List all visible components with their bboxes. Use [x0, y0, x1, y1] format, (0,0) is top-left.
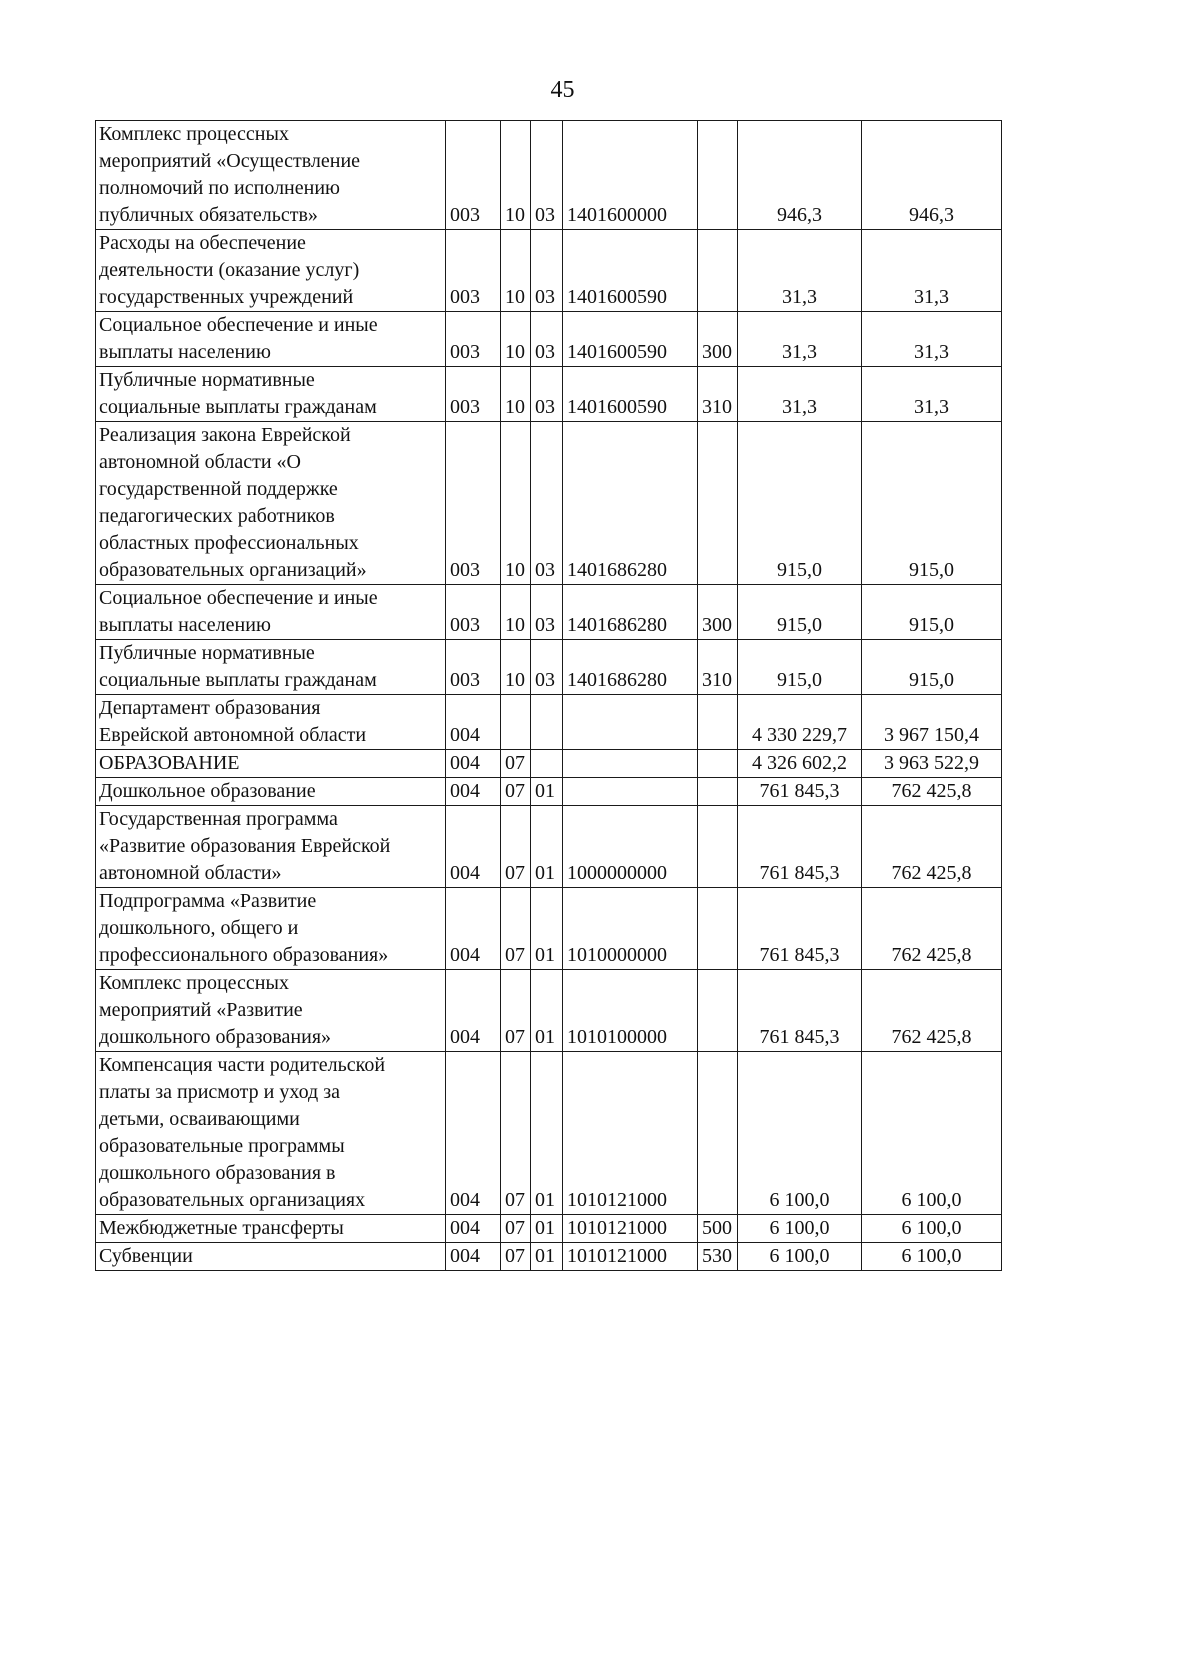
subsection-code: 01	[531, 888, 563, 970]
section-code: 10	[501, 640, 531, 695]
table-row	[96, 422, 1002, 585]
amount-year-2: 31,3	[862, 367, 1002, 422]
target-article-code: 1010000000	[563, 888, 698, 970]
subsection-code: 01	[531, 1243, 563, 1271]
target-article-code: 1010121000	[563, 1215, 698, 1243]
subsection-code	[531, 695, 563, 750]
target-article-code	[563, 695, 698, 750]
expense-type-code: 310	[698, 640, 738, 695]
dept-code: 003	[446, 230, 501, 312]
expense-type-code	[698, 750, 738, 778]
subsection-code: 01	[531, 970, 563, 1052]
amount-year-1: 761 845,3	[738, 778, 862, 806]
table-row	[96, 888, 1002, 970]
section-code: 10	[501, 121, 531, 230]
expense-type-code	[698, 970, 738, 1052]
table-row	[96, 1243, 1002, 1271]
expense-type-code: 310	[698, 367, 738, 422]
amount-year-2: 915,0	[862, 585, 1002, 640]
row-name: Дошкольное образование	[96, 778, 446, 806]
expense-type-code	[698, 806, 738, 888]
amount-year-2: 762 425,8	[862, 970, 1002, 1052]
row-name: Социальное обеспечение и иные выплаты населению	[96, 585, 446, 640]
target-article-code: 1010100000	[563, 970, 698, 1052]
section-code: 07	[501, 806, 531, 888]
row-name: Субвенции	[96, 1243, 446, 1271]
section-code: 07	[501, 1052, 531, 1215]
dept-code: 003	[446, 312, 501, 367]
section-code: 07	[501, 1243, 531, 1271]
expense-type-code	[698, 778, 738, 806]
subsection-code: 03	[531, 367, 563, 422]
row-name: Межбюджетные трансферты	[96, 1215, 446, 1243]
row-name: Расходы на обеспечение деятельности (оказание услуг) государственных учреждений	[96, 230, 446, 312]
section-code	[501, 695, 531, 750]
amount-year-2: 31,3	[862, 230, 1002, 312]
target-article-code: 1401686280	[563, 640, 698, 695]
target-article-code: 1401600590	[563, 230, 698, 312]
amount-year-2: 31,3	[862, 312, 1002, 367]
section-code: 07	[501, 888, 531, 970]
table-row	[96, 230, 1002, 312]
target-article-code	[563, 750, 698, 778]
row-name: Комплекс процессных мероприятий «Развитие дошкольного образования»	[96, 970, 446, 1052]
section-code: 07	[501, 970, 531, 1052]
subsection-code	[531, 750, 563, 778]
expense-type-code: 500	[698, 1215, 738, 1243]
row-name: Социальное обеспечение и иные выплаты населению	[96, 312, 446, 367]
amount-year-1: 4 330 229,7	[738, 695, 862, 750]
subsection-code: 01	[531, 806, 563, 888]
dept-code: 004	[446, 1052, 501, 1215]
table-row	[96, 585, 1002, 640]
row-name: ОБРАЗОВАНИЕ	[96, 750, 446, 778]
row-name: Компенсация части родительской платы за присмотр и уход за детьми, осваивающими образовательные программы дошкольного образования в образовательных организациях	[96, 1052, 446, 1215]
amount-year-1: 946,3	[738, 121, 862, 230]
target-article-code: 1000000000	[563, 806, 698, 888]
expense-type-code: 300	[698, 585, 738, 640]
row-name: Публичные нормативные социальные выплаты гражданам	[96, 367, 446, 422]
dept-code: 004	[446, 695, 501, 750]
row-name: Государственная программа «Развитие образования Еврейской автономной области»	[96, 806, 446, 888]
amount-year-2: 762 425,8	[862, 778, 1002, 806]
amount-year-1: 761 845,3	[738, 970, 862, 1052]
dept-code: 004	[446, 888, 501, 970]
table-row	[96, 367, 1002, 422]
subsection-code: 03	[531, 230, 563, 312]
dept-code: 003	[446, 640, 501, 695]
amount-year-1: 761 845,3	[738, 806, 862, 888]
expense-type-code	[698, 422, 738, 585]
amount-year-2: 6 100,0	[862, 1052, 1002, 1215]
amount-year-1: 6 100,0	[738, 1052, 862, 1215]
table-row	[96, 806, 1002, 888]
expense-type-code: 300	[698, 312, 738, 367]
target-article-code: 1010121000	[563, 1052, 698, 1215]
table-body	[96, 121, 1002, 1271]
expense-type-code	[698, 695, 738, 750]
amount-year-2: 6 100,0	[862, 1243, 1002, 1271]
subsection-code: 01	[531, 1052, 563, 1215]
dept-code: 003	[446, 121, 501, 230]
section-code: 10	[501, 230, 531, 312]
amount-year-1: 6 100,0	[738, 1215, 862, 1243]
table-row	[96, 640, 1002, 695]
budget-table	[95, 120, 1002, 1271]
table-row	[96, 778, 1002, 806]
dept-code: 004	[446, 750, 501, 778]
expense-type-code	[698, 888, 738, 970]
target-article-code: 1401686280	[563, 585, 698, 640]
row-name: Публичные нормативные социальные выплаты гражданам	[96, 640, 446, 695]
dept-code: 003	[446, 422, 501, 585]
subsection-code: 03	[531, 121, 563, 230]
target-article-code: 1401600590	[563, 367, 698, 422]
amount-year-1: 915,0	[738, 585, 862, 640]
section-code: 07	[501, 1215, 531, 1243]
page-number: 45	[550, 77, 575, 103]
dept-code: 004	[446, 806, 501, 888]
table-row	[96, 1052, 1002, 1215]
amount-year-1: 4 326 602,2	[738, 750, 862, 778]
section-code: 10	[501, 422, 531, 585]
amount-year-1: 31,3	[738, 312, 862, 367]
subsection-code: 03	[531, 585, 563, 640]
target-article-code: 1401600590	[563, 312, 698, 367]
table-row	[96, 970, 1002, 1052]
table-row	[96, 312, 1002, 367]
amount-year-2: 946,3	[862, 121, 1002, 230]
dept-code: 004	[446, 1243, 501, 1271]
table-row	[96, 750, 1002, 778]
amount-year-1: 761 845,3	[738, 888, 862, 970]
amount-year-2: 3 963 522,9	[862, 750, 1002, 778]
table-row	[96, 121, 1002, 230]
section-code: 10	[501, 585, 531, 640]
amount-year-1: 6 100,0	[738, 1243, 862, 1271]
amount-year-2: 915,0	[862, 640, 1002, 695]
subsection-code: 01	[531, 778, 563, 806]
target-article-code	[563, 778, 698, 806]
amount-year-1: 31,3	[738, 230, 862, 312]
row-name: Комплекс процессных мероприятий «Осуществление полномочий по исполнению публичных обязательств»	[96, 121, 446, 230]
target-article-code: 1401686280	[563, 422, 698, 585]
section-code: 07	[501, 750, 531, 778]
dept-code: 004	[446, 1215, 501, 1243]
row-name: Реализация закона Еврейской автономной области «О государственной поддержке педагогических работников областных профессиональных образовательных организаций»	[96, 422, 446, 585]
dept-code: 004	[446, 778, 501, 806]
subsection-code: 03	[531, 422, 563, 585]
section-code: 10	[501, 312, 531, 367]
section-code: 07	[501, 778, 531, 806]
row-name: Подпрограмма «Развитие дошкольного, общего и профессионального образования»	[96, 888, 446, 970]
dept-code: 004	[446, 970, 501, 1052]
expense-type-code	[698, 1052, 738, 1215]
amount-year-2: 762 425,8	[862, 888, 1002, 970]
expense-type-code: 530	[698, 1243, 738, 1271]
subsection-code: 03	[531, 640, 563, 695]
amount-year-1: 31,3	[738, 367, 862, 422]
dept-code: 003	[446, 585, 501, 640]
table-row	[96, 1215, 1002, 1243]
dept-code: 003	[446, 367, 501, 422]
amount-year-1: 915,0	[738, 640, 862, 695]
target-article-code: 1401600000	[563, 121, 698, 230]
amount-year-1: 915,0	[738, 422, 862, 585]
expense-type-code	[698, 121, 738, 230]
amount-year-2: 915,0	[862, 422, 1002, 585]
section-code: 10	[501, 367, 531, 422]
subsection-code: 01	[531, 1215, 563, 1243]
row-name: Департамент образования Еврейской автономной области	[96, 695, 446, 750]
table-row	[96, 695, 1002, 750]
target-article-code: 1010121000	[563, 1243, 698, 1271]
amount-year-2: 762 425,8	[862, 806, 1002, 888]
subsection-code: 03	[531, 312, 563, 367]
amount-year-2: 3 967 150,4	[862, 695, 1002, 750]
amount-year-2: 6 100,0	[862, 1215, 1002, 1243]
expense-type-code	[698, 230, 738, 312]
